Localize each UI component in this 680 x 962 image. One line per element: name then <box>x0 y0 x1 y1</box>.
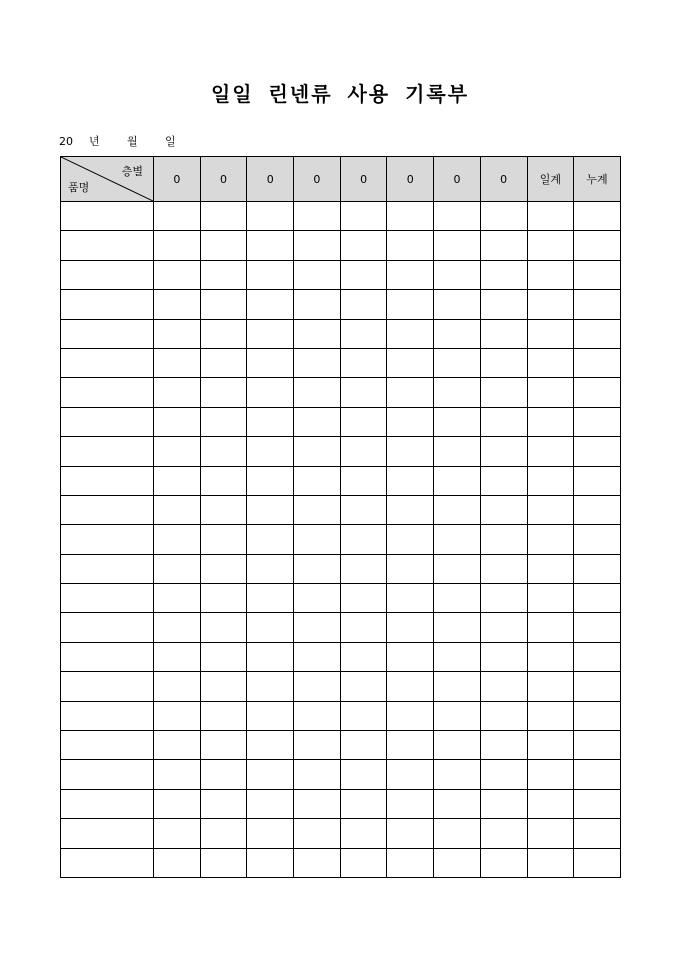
floor-count-cell[interactable] <box>247 348 294 377</box>
floor-count-cell[interactable] <box>434 466 481 495</box>
floor-count-cell[interactable] <box>294 819 341 848</box>
floor-count-cell[interactable] <box>154 290 201 319</box>
cumulative-total-cell[interactable] <box>574 554 621 583</box>
floor-count-cell[interactable] <box>434 202 481 231</box>
floor-count-cell[interactable] <box>340 525 387 554</box>
cumulative-total-cell[interactable] <box>574 437 621 466</box>
floor-count-cell[interactable] <box>434 348 481 377</box>
floor-count-cell[interactable] <box>480 525 527 554</box>
floor-count-cell[interactable] <box>480 701 527 730</box>
floor-count-cell[interactable] <box>340 789 387 818</box>
floor-count-cell[interactable] <box>340 437 387 466</box>
floor-count-cell[interactable] <box>294 731 341 760</box>
floor-count-cell[interactable] <box>480 642 527 671</box>
table-row <box>61 584 621 613</box>
floor-count-cell[interactable] <box>387 789 434 818</box>
year-label: 년 <box>89 135 100 148</box>
floor-count-cell[interactable] <box>294 554 341 583</box>
floor-count-cell[interactable] <box>200 202 247 231</box>
floor-count-cell[interactable] <box>387 613 434 642</box>
cumulative-total-header: 누계 <box>574 157 621 202</box>
floor-count-cell[interactable] <box>200 495 247 524</box>
cumulative-total-cell[interactable] <box>574 672 621 701</box>
floor-count-cell[interactable] <box>247 231 294 260</box>
floor-count-cell[interactable] <box>294 202 341 231</box>
daily-total-cell[interactable] <box>527 378 574 407</box>
item-name-cell[interactable] <box>61 760 154 789</box>
floor-count-cell[interactable] <box>340 731 387 760</box>
floor-count-cell[interactable] <box>200 672 247 701</box>
floor-count-cell[interactable] <box>200 407 247 436</box>
floor-count-cell[interactable] <box>434 848 481 877</box>
floor-count-cell[interactable] <box>200 466 247 495</box>
cumulative-total-cell[interactable] <box>574 202 621 231</box>
daily-total-cell[interactable] <box>527 466 574 495</box>
floor-count-cell[interactable] <box>434 495 481 524</box>
floor-header: 0 <box>387 157 434 202</box>
floor-count-cell[interactable] <box>247 437 294 466</box>
item-name-cell[interactable] <box>61 466 154 495</box>
cumulative-total-cell[interactable] <box>574 848 621 877</box>
floor-count-cell[interactable] <box>154 701 201 730</box>
item-name-label: 품명 <box>68 181 90 194</box>
floor-header: 0 <box>247 157 294 202</box>
floor-count-cell[interactable] <box>340 819 387 848</box>
floor-count-cell[interactable] <box>480 789 527 818</box>
floor-count-cell[interactable] <box>247 495 294 524</box>
cumulative-total-cell[interactable] <box>574 260 621 289</box>
floor-count-cell[interactable] <box>247 613 294 642</box>
floor-count-cell[interactable] <box>387 231 434 260</box>
floor-count-cell[interactable] <box>340 848 387 877</box>
table-row <box>61 642 621 671</box>
daily-total-cell[interactable] <box>527 525 574 554</box>
floor-count-cell[interactable] <box>387 466 434 495</box>
item-name-cell[interactable] <box>61 525 154 554</box>
floor-count-cell[interactable] <box>480 760 527 789</box>
floor-count-cell[interactable] <box>387 290 434 319</box>
floor-header: 0 <box>294 157 341 202</box>
daily-total-header: 일계 <box>527 157 574 202</box>
daily-total-cell[interactable] <box>527 672 574 701</box>
item-name-cell[interactable] <box>61 613 154 642</box>
floor-count-cell[interactable] <box>434 437 481 466</box>
cumulative-total-cell[interactable] <box>574 348 621 377</box>
floor-count-cell[interactable] <box>247 378 294 407</box>
floor-count-cell[interactable] <box>434 672 481 701</box>
floor-count-cell[interactable] <box>154 554 201 583</box>
daily-total-cell[interactable] <box>527 789 574 818</box>
floor-count-cell[interactable] <box>154 231 201 260</box>
floor-count-cell[interactable] <box>247 202 294 231</box>
floor-count-cell[interactable] <box>154 760 201 789</box>
floor-count-cell[interactable] <box>340 554 387 583</box>
table-row <box>61 760 621 789</box>
item-name-cell[interactable] <box>61 554 154 583</box>
table-row <box>61 407 621 436</box>
floor-count-cell[interactable] <box>247 848 294 877</box>
floor-count-cell[interactable] <box>387 378 434 407</box>
floor-count-cell[interactable] <box>434 525 481 554</box>
daily-total-cell[interactable] <box>527 348 574 377</box>
cumulative-total-cell[interactable] <box>574 819 621 848</box>
table-row <box>61 378 621 407</box>
table-row <box>61 525 621 554</box>
cumulative-total-cell[interactable] <box>574 525 621 554</box>
cumulative-total-cell[interactable] <box>574 231 621 260</box>
floor-header: 0 <box>154 157 201 202</box>
floor-count-cell[interactable] <box>294 760 341 789</box>
floor-count-cell[interactable] <box>480 348 527 377</box>
item-name-cell[interactable] <box>61 672 154 701</box>
floor-count-cell[interactable] <box>434 789 481 818</box>
floor-count-cell[interactable] <box>340 348 387 377</box>
floor-count-cell[interactable] <box>294 701 341 730</box>
item-name-cell[interactable] <box>61 378 154 407</box>
item-name-cell[interactable] <box>61 348 154 377</box>
floor-count-cell[interactable] <box>480 437 527 466</box>
item-name-cell[interactable] <box>61 290 154 319</box>
table-row <box>61 437 621 466</box>
item-name-cell[interactable] <box>61 789 154 818</box>
floor-count-cell[interactable] <box>154 407 201 436</box>
floor-count-cell[interactable] <box>387 642 434 671</box>
table-row <box>61 202 621 231</box>
floor-header: 0 <box>434 157 481 202</box>
floor-count-cell[interactable] <box>200 378 247 407</box>
table-row <box>61 613 621 642</box>
floor-count-cell[interactable] <box>247 466 294 495</box>
floor-count-cell[interactable] <box>294 495 341 524</box>
daily-total-cell[interactable] <box>527 848 574 877</box>
floor-count-cell[interactable] <box>480 672 527 701</box>
floor-count-cell[interactable] <box>434 731 481 760</box>
floor-count-cell[interactable] <box>340 466 387 495</box>
table-row <box>61 789 621 818</box>
floor-count-cell[interactable] <box>434 819 481 848</box>
floor-count-cell[interactable] <box>200 584 247 613</box>
floor-count-cell[interactable] <box>154 642 201 671</box>
item-name-cell[interactable] <box>61 407 154 436</box>
cumulative-total-cell[interactable] <box>574 407 621 436</box>
floor-count-cell[interactable] <box>294 319 341 348</box>
item-name-cell[interactable] <box>61 319 154 348</box>
daily-total-cell[interactable] <box>527 613 574 642</box>
floor-count-cell[interactable] <box>480 819 527 848</box>
floor-count-cell[interactable] <box>387 319 434 348</box>
floor-count-cell[interactable] <box>294 584 341 613</box>
year-prefix[interactable]: 20 <box>59 135 73 148</box>
floor-count-cell[interactable] <box>294 437 341 466</box>
floor-count-cell[interactable] <box>480 584 527 613</box>
floor-count-cell[interactable] <box>154 848 201 877</box>
table-row <box>61 848 621 877</box>
floor-count-cell[interactable] <box>200 348 247 377</box>
floor-header: 0 <box>200 157 247 202</box>
floor-count-cell[interactable] <box>154 348 201 377</box>
item-name-cell[interactable] <box>61 731 154 760</box>
floor-count-cell[interactable] <box>294 789 341 818</box>
floor-count-cell[interactable] <box>480 407 527 436</box>
cumulative-total-cell[interactable] <box>574 642 621 671</box>
month-label: 월 <box>127 135 138 148</box>
daily-total-cell[interactable] <box>527 319 574 348</box>
floor-count-cell[interactable] <box>434 701 481 730</box>
floor-count-cell[interactable] <box>340 260 387 289</box>
floor-count-cell[interactable] <box>434 760 481 789</box>
daily-total-cell[interactable] <box>527 260 574 289</box>
floor-count-cell[interactable] <box>387 760 434 789</box>
floor-count-cell[interactable] <box>480 290 527 319</box>
floor-count-cell[interactable] <box>200 819 247 848</box>
floor-count-cell[interactable] <box>294 525 341 554</box>
document-title: 일일 린넨류 사용 기록부 <box>210 82 470 106</box>
table-row <box>61 319 621 348</box>
floor-count-cell[interactable] <box>200 290 247 319</box>
floor-count-cell[interactable] <box>387 525 434 554</box>
daily-total-cell[interactable] <box>527 701 574 730</box>
floor-count-cell[interactable] <box>434 642 481 671</box>
floor-count-cell[interactable] <box>387 260 434 289</box>
floor-count-cell[interactable] <box>247 701 294 730</box>
daily-total-cell[interactable] <box>527 819 574 848</box>
floor-count-cell[interactable] <box>387 202 434 231</box>
floor-count-cell[interactable] <box>340 760 387 789</box>
daily-total-cell[interactable] <box>527 290 574 319</box>
day-label: 일 <box>165 135 176 148</box>
table-row <box>61 290 621 319</box>
floor-count-cell[interactable] <box>434 231 481 260</box>
floor-count-cell[interactable] <box>387 701 434 730</box>
floor-count-cell[interactable] <box>480 319 527 348</box>
floor-count-cell[interactable] <box>340 231 387 260</box>
floor-count-cell[interactable] <box>200 260 247 289</box>
floor-count-cell[interactable] <box>154 819 201 848</box>
corner-header-cell <box>61 157 154 202</box>
floor-count-cell[interactable] <box>247 290 294 319</box>
floor-count-cell[interactable] <box>340 407 387 436</box>
table-row <box>61 701 621 730</box>
floor-count-cell[interactable] <box>340 319 387 348</box>
floor-count-cell[interactable] <box>434 260 481 289</box>
floor-count-cell[interactable] <box>480 202 527 231</box>
floor-count-cell[interactable] <box>154 378 201 407</box>
daily-total-cell[interactable] <box>527 407 574 436</box>
floor-count-cell[interactable] <box>387 495 434 524</box>
item-name-cell[interactable] <box>61 260 154 289</box>
floor-count-cell[interactable] <box>387 819 434 848</box>
floor-count-cell[interactable] <box>434 554 481 583</box>
cumulative-total-cell[interactable] <box>574 495 621 524</box>
floor-count-cell[interactable] <box>340 584 387 613</box>
linen-usage-table <box>60 156 621 878</box>
floor-count-cell[interactable] <box>387 407 434 436</box>
floor-count-cell[interactable] <box>200 437 247 466</box>
table-row <box>61 348 621 377</box>
floor-count-cell[interactable] <box>387 348 434 377</box>
floor-count-cell[interactable] <box>294 642 341 671</box>
daily-total-cell[interactable] <box>527 554 574 583</box>
item-name-cell[interactable] <box>61 202 154 231</box>
daily-total-cell[interactable] <box>527 231 574 260</box>
floor-count-cell[interactable] <box>294 407 341 436</box>
daily-total-cell[interactable] <box>527 731 574 760</box>
cumulative-total-cell[interactable] <box>574 731 621 760</box>
floor-count-cell[interactable] <box>340 613 387 642</box>
table-row <box>61 672 621 701</box>
cumulative-total-cell[interactable] <box>574 319 621 348</box>
floor-count-cell[interactable] <box>294 848 341 877</box>
table-row <box>61 731 621 760</box>
floor-header: 0 <box>480 157 527 202</box>
floor-count-cell[interactable] <box>154 495 201 524</box>
cumulative-total-cell[interactable] <box>574 613 621 642</box>
floor-count-cell[interactable] <box>294 290 341 319</box>
floor-count-cell[interactable] <box>247 525 294 554</box>
floor-count-cell[interactable] <box>154 789 201 818</box>
floor-count-cell[interactable] <box>200 231 247 260</box>
floor-count-cell[interactable] <box>154 319 201 348</box>
floor-count-cell[interactable] <box>387 731 434 760</box>
floor-count-cell[interactable] <box>154 525 201 554</box>
floor-count-cell[interactable] <box>480 466 527 495</box>
floor-count-cell[interactable] <box>480 613 527 642</box>
floor-count-cell[interactable] <box>480 378 527 407</box>
floor-count-cell[interactable] <box>154 584 201 613</box>
daily-total-cell[interactable] <box>527 202 574 231</box>
floor-count-cell[interactable] <box>340 495 387 524</box>
cumulative-total-cell[interactable] <box>574 789 621 818</box>
floor-count-cell[interactable] <box>340 701 387 730</box>
floor-count-cell[interactable] <box>480 848 527 877</box>
table-body <box>61 202 621 878</box>
floor-count-cell[interactable] <box>247 554 294 583</box>
floor-count-cell[interactable] <box>434 407 481 436</box>
floor-count-cell[interactable] <box>200 319 247 348</box>
item-name-cell[interactable] <box>61 231 154 260</box>
header-row <box>61 157 621 202</box>
floor-count-cell[interactable] <box>247 731 294 760</box>
floor-count-cell[interactable] <box>294 672 341 701</box>
item-name-cell[interactable] <box>61 437 154 466</box>
table-row <box>61 466 621 495</box>
floor-count-cell[interactable] <box>154 437 201 466</box>
floor-count-cell[interactable] <box>294 260 341 289</box>
floor-count-cell[interactable] <box>480 231 527 260</box>
daily-total-cell[interactable] <box>527 642 574 671</box>
floor-count-cell[interactable] <box>200 848 247 877</box>
cumulative-total-cell[interactable] <box>574 584 621 613</box>
table-row <box>61 231 621 260</box>
item-name-cell[interactable] <box>61 819 154 848</box>
floor-count-cell[interactable] <box>340 642 387 671</box>
item-name-cell[interactable] <box>61 701 154 730</box>
floor-count-cell[interactable] <box>200 554 247 583</box>
floor-count-cell[interactable] <box>200 525 247 554</box>
cumulative-total-cell[interactable] <box>574 466 621 495</box>
table-row <box>61 819 621 848</box>
floor-count-cell[interactable] <box>480 260 527 289</box>
floor-count-cell[interactable] <box>387 848 434 877</box>
floor-count-cell[interactable] <box>154 613 201 642</box>
floor-count-cell[interactable] <box>294 348 341 377</box>
floor-count-cell[interactable] <box>200 613 247 642</box>
floor-count-cell[interactable] <box>247 584 294 613</box>
floor-count-cell[interactable] <box>387 554 434 583</box>
daily-total-cell[interactable] <box>527 760 574 789</box>
floor-count-cell[interactable] <box>387 437 434 466</box>
floor-count-cell[interactable] <box>387 672 434 701</box>
floor-count-cell[interactable] <box>154 672 201 701</box>
floor-count-cell[interactable] <box>480 731 527 760</box>
floor-count-cell[interactable] <box>200 642 247 671</box>
floor-count-cell[interactable] <box>294 466 341 495</box>
floor-count-cell[interactable] <box>247 642 294 671</box>
daily-total-cell[interactable] <box>527 495 574 524</box>
item-name-cell[interactable] <box>61 495 154 524</box>
floor-count-cell[interactable] <box>200 760 247 789</box>
floor-count-cell[interactable] <box>340 202 387 231</box>
floor-count-cell[interactable] <box>294 378 341 407</box>
floor-count-cell[interactable] <box>340 672 387 701</box>
item-name-cell[interactable] <box>61 848 154 877</box>
floor-count-cell[interactable] <box>434 378 481 407</box>
table-row <box>61 554 621 583</box>
floor-count-cell[interactable] <box>154 731 201 760</box>
floor-count-cell[interactable] <box>434 290 481 319</box>
floor-count-cell[interactable] <box>200 731 247 760</box>
floor-count-cell[interactable] <box>247 260 294 289</box>
cumulative-total-cell[interactable] <box>574 290 621 319</box>
item-name-cell[interactable] <box>61 584 154 613</box>
cumulative-total-cell[interactable] <box>574 760 621 789</box>
floor-count-cell[interactable] <box>247 819 294 848</box>
cumulative-total-cell[interactable] <box>574 378 621 407</box>
floor-count-cell[interactable] <box>154 202 201 231</box>
item-name-cell[interactable] <box>61 642 154 671</box>
floor-count-cell[interactable] <box>247 672 294 701</box>
daily-total-cell[interactable] <box>527 584 574 613</box>
floor-count-cell[interactable] <box>154 466 201 495</box>
floor-count-cell[interactable] <box>247 789 294 818</box>
table-row <box>61 495 621 524</box>
floor-count-cell[interactable] <box>480 495 527 524</box>
floor-label: 층별 <box>121 165 143 178</box>
floor-count-cell[interactable] <box>480 554 527 583</box>
floor-count-cell[interactable] <box>200 701 247 730</box>
table-row <box>61 260 621 289</box>
floor-count-cell[interactable] <box>434 584 481 613</box>
floor-count-cell[interactable] <box>340 378 387 407</box>
floor-count-cell[interactable] <box>200 789 247 818</box>
floor-count-cell[interactable] <box>154 260 201 289</box>
floor-count-cell[interactable] <box>340 290 387 319</box>
floor-count-cell[interactable] <box>247 407 294 436</box>
floor-count-cell[interactable] <box>294 231 341 260</box>
date-line <box>59 133 185 149</box>
floor-count-cell[interactable] <box>387 584 434 613</box>
floor-count-cell[interactable] <box>434 319 481 348</box>
cumulative-total-cell[interactable] <box>574 701 621 730</box>
floor-header: 0 <box>340 157 387 202</box>
floor-count-cell[interactable] <box>247 760 294 789</box>
floor-count-cell[interactable] <box>434 613 481 642</box>
daily-total-cell[interactable] <box>527 437 574 466</box>
floor-count-cell[interactable] <box>294 613 341 642</box>
floor-count-cell[interactable] <box>247 319 294 348</box>
